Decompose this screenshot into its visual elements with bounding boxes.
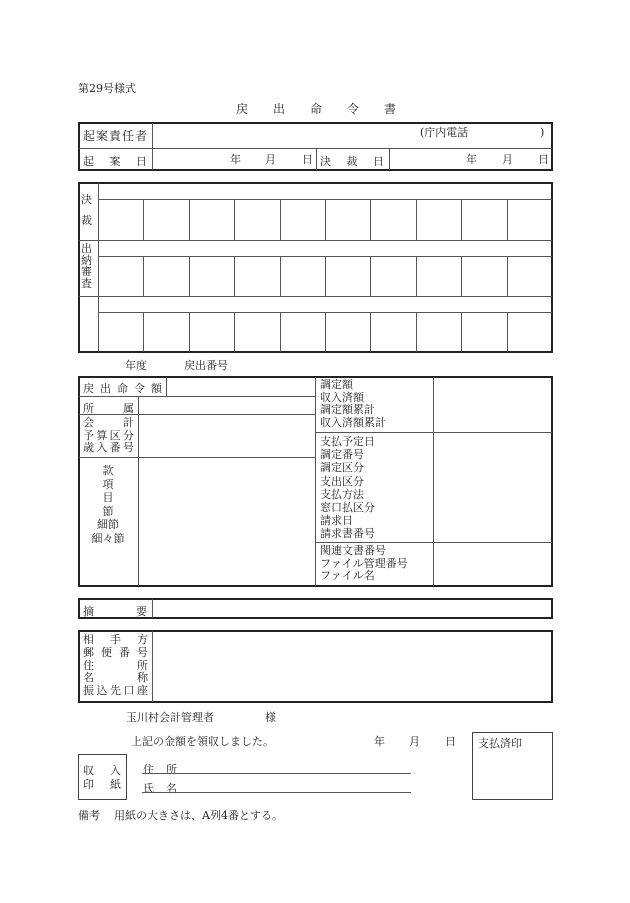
receipt-name-field[interactable] — [180, 778, 410, 792]
approval-seal-cell[interactable] — [281, 257, 324, 295]
approval-seal-cell[interactable] — [508, 313, 551, 351]
divider — [79, 240, 552, 241]
year-unit: 年 — [466, 153, 477, 166]
label-char: 名 — [83, 671, 94, 685]
department-label — [83, 400, 134, 416]
label-char: 紙 — [110, 778, 121, 791]
label-item: 目 — [102, 491, 114, 504]
day-unit: 日 — [445, 735, 456, 748]
label-char: 計 — [123, 416, 134, 429]
label-char: 起 — [83, 155, 94, 168]
label-char: 入 — [96, 441, 108, 454]
draft-date-label — [83, 153, 147, 169]
label-char: 込 — [96, 684, 108, 698]
label-char: 審 — [81, 265, 92, 278]
label-char: 査 — [81, 276, 92, 290]
label-item: 収入済額累計 — [320, 415, 386, 429]
label-char: 算 — [96, 428, 108, 442]
fiscal-year-label: 年度 — [125, 359, 147, 372]
label-char: 所 — [83, 402, 94, 415]
label-char: 収 — [83, 764, 94, 777]
divider — [315, 377, 316, 586]
name-line — [142, 792, 411, 793]
label-char: 住 — [143, 763, 154, 776]
label-char: 名 — [166, 782, 177, 795]
label-char: 歳 — [83, 441, 94, 454]
approval-seal-cell[interactable] — [99, 200, 142, 239]
approval-seal-cell[interactable] — [326, 313, 369, 351]
page-title — [236, 100, 396, 114]
label-char: 所 — [137, 658, 148, 672]
label-char: 命 — [117, 382, 128, 395]
label-char: 出 — [100, 382, 111, 395]
month-unit: 月 — [409, 735, 420, 748]
address-line — [142, 773, 411, 774]
revenue-stamp-label — [83, 764, 121, 792]
label-item: 項 — [102, 477, 114, 491]
label-char: 戻 — [83, 382, 94, 395]
approval-seal-cell[interactable] — [326, 200, 369, 239]
label-char: 裁 — [346, 155, 358, 168]
label-char: 番 — [119, 645, 130, 659]
label-item: 款 — [102, 464, 114, 477]
label-char: 案 — [109, 155, 121, 168]
label-char: 印 — [83, 778, 94, 791]
accounting-field[interactable] — [139, 415, 314, 456]
amount-label — [83, 380, 162, 396]
payment-field[interactable] — [434, 433, 551, 541]
label-char: 属 — [123, 402, 134, 415]
approval-seal-cell[interactable] — [508, 257, 551, 295]
department-field[interactable] — [139, 397, 314, 413]
year-unit: 年 — [374, 735, 385, 748]
label-char: 方 — [137, 633, 148, 646]
label-item: 請求書番号 — [320, 527, 375, 541]
label-char: 納 — [81, 253, 92, 267]
decision-section-label — [81, 194, 92, 227]
label-item: 支払予定日 — [320, 435, 375, 448]
document-labels — [320, 545, 408, 583]
receipt-address-field[interactable] — [180, 759, 410, 773]
assessment-field[interactable] — [434, 378, 551, 431]
day-unit: 日 — [302, 153, 313, 166]
label-item: 収入済額 — [320, 390, 364, 404]
summary-label — [83, 603, 147, 619]
label-char: 称 — [137, 671, 148, 685]
label-char: 振 — [83, 684, 94, 698]
paid-stamp-label: 支払済印 — [478, 737, 522, 750]
label-char: 会 — [83, 416, 94, 429]
approval-seal-cell[interactable] — [190, 313, 233, 351]
label-char: 要 — [136, 605, 147, 618]
title-char: 戻 — [236, 102, 249, 116]
label-item: 支出区分 — [320, 474, 364, 488]
approval-seal-cell[interactable] — [417, 200, 460, 239]
approval-seal-cell[interactable] — [235, 313, 278, 351]
approval-seal-cell[interactable] — [462, 313, 505, 351]
drafter-field[interactable] — [153, 124, 551, 147]
assessment-labels — [320, 379, 386, 429]
day-unit: 日 — [538, 153, 549, 166]
audit-section-label — [81, 243, 92, 289]
receipt-statement: 上記の金額を領収しました。 — [131, 735, 274, 748]
title-char: 令 — [346, 102, 359, 116]
note-text: 用紙の大きさは、A列4番とする。 — [114, 809, 283, 822]
decision-date-label — [320, 153, 384, 169]
label-char: 出 — [81, 242, 92, 255]
payee-labels — [83, 634, 148, 698]
label-item: ファイル管理番号 — [320, 556, 408, 570]
approval-seal-cell[interactable] — [190, 257, 233, 295]
label-char: 先 — [110, 684, 121, 698]
approval-seal-cell[interactable] — [417, 313, 460, 351]
approval-seal-cell[interactable] — [417, 257, 460, 295]
accounting-labels — [83, 417, 134, 455]
month-unit: 月 — [502, 153, 513, 166]
budget-field[interactable] — [139, 458, 314, 585]
addressee: 玉川村会計管理者 — [126, 711, 214, 724]
approval-seal-cell[interactable] — [235, 200, 278, 239]
title-char: 命 — [309, 102, 322, 116]
approval-seal-cell[interactable] — [371, 257, 414, 295]
amount-field[interactable] — [167, 378, 314, 395]
payee-field[interactable] — [153, 632, 551, 701]
approval-seal-cell[interactable] — [462, 200, 505, 239]
year-unit: 年 — [230, 153, 241, 166]
approval-seal-cell[interactable] — [144, 257, 187, 295]
label-char: 相 — [83, 633, 94, 646]
label-item: 請求日 — [320, 514, 353, 528]
form-number: 第29号様式 — [78, 82, 136, 95]
phone-close: ) — [540, 126, 545, 139]
label-char: 令 — [134, 382, 145, 395]
approval-seal-cell[interactable] — [190, 200, 233, 239]
label-char: 摘 — [83, 605, 94, 618]
label-char: 号 — [137, 645, 148, 659]
label-char: 氏 — [143, 782, 154, 795]
label-item: 細節 — [97, 518, 119, 531]
approval-seal-cell[interactable] — [99, 313, 142, 351]
label-char: 番 — [109, 441, 121, 454]
approval-seal-cell[interactable] — [462, 257, 505, 295]
label-char: 分 — [122, 428, 134, 442]
approval-seal-cell[interactable] — [281, 200, 324, 239]
refund-number-label: 戻出番号 — [184, 359, 228, 372]
approval-seal-cell[interactable] — [99, 257, 142, 295]
label-item: 窓口払区分 — [320, 501, 375, 515]
label-char: 手 — [110, 633, 121, 646]
label-char: 号 — [122, 441, 134, 454]
receipt-name-label — [143, 780, 177, 796]
drafter-label: 起案責任者 — [83, 129, 149, 143]
label-char: 決 — [81, 193, 92, 206]
document-field[interactable] — [434, 543, 551, 585]
approval-seal-cell[interactable] — [281, 313, 324, 351]
approval-seal-cell[interactable] — [326, 257, 369, 295]
label-item: 調定額 — [320, 378, 353, 391]
note-label: 備考 — [78, 809, 100, 822]
label-item: 調定番号 — [320, 448, 364, 462]
label-char: 日 — [373, 155, 384, 168]
approval-seal-cell[interactable] — [235, 257, 278, 295]
label-char: 所 — [166, 763, 177, 776]
phone-label: (庁内電話 — [420, 126, 469, 139]
approval-seal-cell[interactable] — [508, 200, 551, 239]
label-char: 便 — [101, 645, 112, 659]
title-char: 出 — [272, 102, 285, 116]
title-char: 書 — [383, 102, 396, 116]
approval-seal-cell[interactable] — [144, 200, 187, 239]
month-unit: 月 — [265, 153, 276, 166]
payment-labels — [320, 435, 375, 541]
label-char: 口 — [123, 684, 135, 698]
divider — [316, 148, 317, 170]
label-char: 座 — [137, 684, 148, 698]
label-char: 区 — [109, 428, 121, 442]
label-item: 細々節 — [91, 531, 125, 545]
budget-labels — [80, 464, 136, 545]
divider — [79, 296, 552, 297]
label-item: 節 — [102, 504, 114, 518]
label-item: 関連文書番号 — [320, 544, 386, 557]
approval-seal-cell[interactable] — [144, 313, 187, 351]
label-char: 予 — [83, 428, 94, 442]
label-char: 住 — [83, 658, 94, 672]
receipt-address-label — [143, 761, 177, 777]
label-char: 額 — [151, 382, 162, 395]
approval-seal-cell[interactable] — [371, 200, 414, 239]
label-char: 日 — [136, 155, 147, 168]
label-char: 入 — [110, 764, 121, 777]
summary-field[interactable] — [153, 600, 551, 617]
honorific: 様 — [265, 711, 276, 724]
label-char: 郵 — [83, 645, 94, 659]
label-item: 支払方法 — [320, 487, 364, 501]
label-char: 裁 — [81, 213, 92, 227]
label-char: 決 — [320, 155, 331, 168]
label-item: 調定額累計 — [320, 403, 375, 416]
label-item: ファイル名 — [320, 569, 375, 582]
approval-seal-cell[interactable] — [371, 313, 414, 351]
label-item: 調定区分 — [320, 461, 364, 475]
